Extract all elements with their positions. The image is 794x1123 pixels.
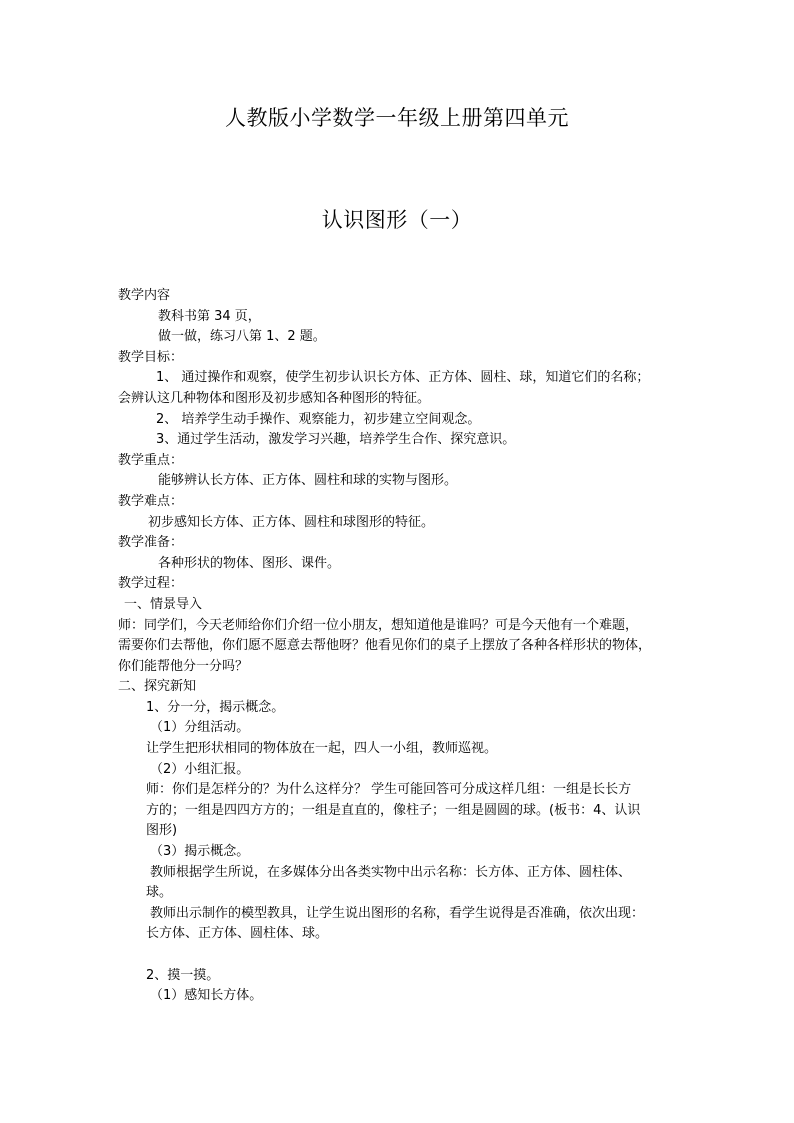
text-line: （2）小组汇报。	[150, 761, 250, 777]
text-line: 长方体、正方体、圆柱体、球。	[146, 926, 329, 942]
text-line: 师：你们是怎样分的？为什么这样分？ 学生可能回答可分成这样几组：一组是长长方	[146, 782, 632, 798]
text-line: 1、 通过操作和观察，使学生初步认识长方体、正方体、圆柱、球，知道它们的名称；	[156, 370, 650, 386]
text-line: 需要你们去帮他，你们愿不愿意去帮他呀？他看见你们的桌子上摆放了各种各样形状的物体，	[118, 638, 652, 654]
text-line: 会辨认这几种物体和图形及初步感知各种图形的特征。	[118, 390, 431, 406]
text-line: 教师出示制作的模型教具，让学生说出图形的名称，看学生说得是否准确，依次出现：	[150, 905, 645, 921]
text-line: 球。	[146, 885, 173, 901]
document-title: 人教版小学数学一年级上册第四单元	[225, 106, 569, 130]
subsection-heading: 一、情景导入	[124, 596, 203, 612]
text-line: 1、分一分，揭示概念。	[146, 699, 285, 715]
section-heading: 教学难点：	[118, 493, 184, 509]
text-line: 2、 培养学生动手操作、观察能力，初步建立空间观念。	[156, 411, 481, 427]
section-heading: 教学重点：	[118, 452, 184, 468]
section-heading: 教学准备：	[118, 535, 184, 551]
text-line: 让学生把形状相同的物体放在一起，四人一小组，教师巡视。	[146, 741, 498, 757]
text-line: 能够辨认长方体、正方体、圆柱和球的实物与图形。	[158, 473, 458, 489]
text-line: 你们能帮他分一分吗？	[118, 658, 249, 674]
text-line: （1）分组活动。	[150, 720, 250, 736]
text-line: 图形)	[146, 823, 178, 839]
text-line: 初步感知长方体、正方体、圆柱和球图形的特征。	[148, 514, 435, 530]
text-line: 2、摸一摸。	[146, 967, 220, 983]
section-heading: 教学过程：	[118, 576, 184, 592]
blank-line	[118, 945, 684, 966]
text-line: 教师根据学生所说，在多媒体分出各类实物中出示名称：长方体、正方体、圆柱体、	[150, 864, 632, 880]
text-line: 教科书第 34 页，	[158, 308, 261, 324]
text-line: 做一做，练习八第 1、2 题。	[158, 329, 326, 345]
text-line: 师：同学们，今天老师给你们介绍一位小朋友，想知道他是谁吗？可是今天他有一个难题，	[118, 617, 639, 633]
text-line: 各种形状的物体、图形、课件。	[158, 555, 341, 571]
text-line: 3、通过学生活动，激发学习兴趣，培养学生合作、探究意识。	[156, 432, 516, 448]
text-line: （3）揭示概念。	[150, 844, 250, 860]
lesson-title: 认识图形（一）	[321, 208, 473, 232]
document-body	[118, 286, 684, 1007]
section-heading: 教学目标：	[118, 349, 184, 365]
text-line: （1）感知长方体。	[150, 988, 263, 1004]
subsection-heading: 二、探究新知	[118, 679, 197, 695]
text-line: 方的；一组是四四方方的；一组是直直的，像柱子；一组是圆圆的球。(板书：4、认识	[146, 802, 641, 818]
section-heading: 教学内容	[118, 288, 171, 303]
